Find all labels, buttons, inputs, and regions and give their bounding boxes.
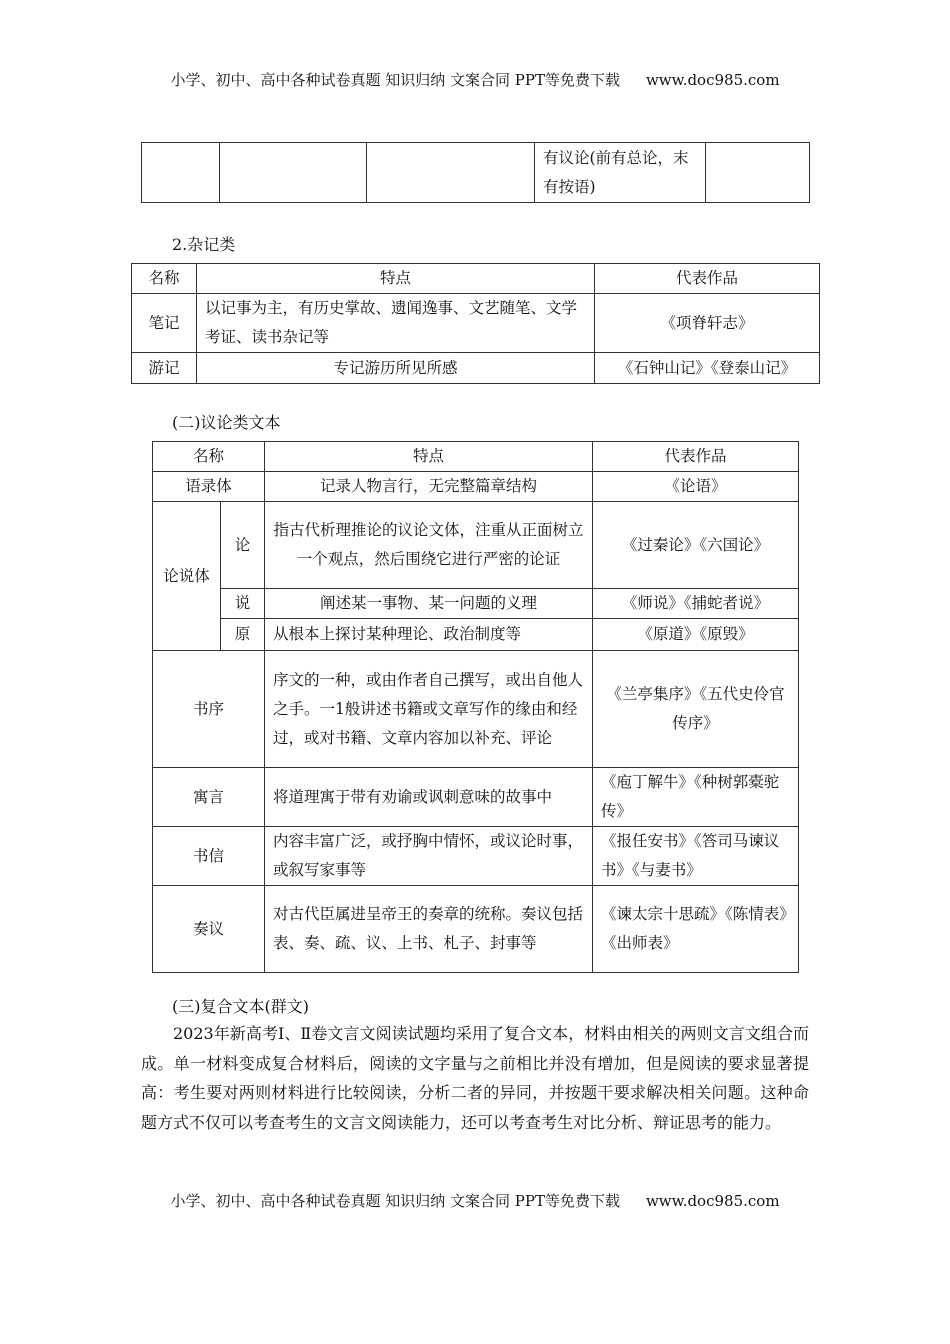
footer-url: www.doc985.com bbox=[645, 1192, 780, 1210]
table-row bbox=[153, 651, 799, 768]
table-header: 特点 bbox=[265, 442, 593, 472]
table-header: 特点 bbox=[197, 264, 595, 294]
cell-works: 《师说》《捕蛇者说》 bbox=[593, 589, 799, 619]
cell-feature: 将道理寓于带有劝谕或讽刺意味的故事中 bbox=[265, 768, 593, 827]
cell-feature: 阐述某一事物、某一问题的义理 bbox=[265, 589, 593, 619]
cell-feature: 专记游历所见所感 bbox=[197, 353, 595, 384]
cell-name: 语录体 bbox=[153, 472, 265, 502]
paragraph: 2023年新高考Ⅰ、Ⅱ卷文言文阅读试题均采用了复合文本，材料由相关的两则文言文组合而成。单一材料变成复合材料后，阅读的文字量与之前相比并没有增加，但是阅读的要求显著提高：考生要对两则材料进行比较阅读，分析二者的异同，并按题干要求解决相关问题。这种命题方式不仅可以考查考生的文言文阅读能力，还可以考查考生对比分析、辩证思考的能力。 bbox=[141, 1024, 809, 1132]
cell-feature: 内容丰富广泛，或抒胸中情怀，或议论时事，或叙写家事等 bbox=[265, 827, 593, 886]
section-heading-fuhe: (三)复合文本(群文) bbox=[172, 997, 309, 1016]
table-row bbox=[153, 827, 799, 886]
table-header: 代表作品 bbox=[593, 442, 799, 472]
header-text: 小学、初中、高中各种试卷真题 知识归纳 文案合同 PPT等免费下载 bbox=[170, 71, 620, 89]
cell-works: 《项脊轩志》 bbox=[595, 294, 820, 353]
cell-works: 《论语》 bbox=[593, 472, 799, 502]
cell-name: 书序 bbox=[153, 651, 265, 768]
table-header: 代表作品 bbox=[595, 264, 820, 294]
table-row bbox=[153, 502, 799, 589]
table-header: 名称 bbox=[153, 442, 265, 472]
cell-works: 《过秦论》《六国论》 bbox=[593, 502, 799, 589]
cell-name: 书信 bbox=[153, 827, 265, 886]
cell-feature: 记录人物言行，无完整篇章结构 bbox=[265, 472, 593, 502]
table-cell: 有议论(前有总论，末有按语) bbox=[535, 143, 706, 203]
cell-works: 《报任安书》《答司马谏议书》《与妻书》 bbox=[593, 827, 799, 886]
table-row bbox=[132, 353, 820, 384]
table-continued bbox=[141, 142, 810, 203]
cell-subname: 原 bbox=[221, 619, 265, 651]
table-row bbox=[153, 619, 799, 651]
table-row bbox=[132, 294, 820, 353]
cell-works: 《庖丁解牛》《种树郭橐驼传》 bbox=[593, 768, 799, 827]
page-header bbox=[0, 69, 950, 90]
cell-subname: 论 bbox=[221, 502, 265, 589]
page-footer bbox=[0, 1190, 950, 1211]
cell-feature: 从根本上探讨某种理论、政治制度等 bbox=[265, 619, 593, 651]
cell-feature: 序文的一种，或由作者自己撰写，或出自他人之手。一1般讲述书籍或文章写作的缘由和经过，或对书籍、文章内容加以补充、评论 bbox=[265, 651, 593, 768]
table-row bbox=[153, 472, 799, 502]
cell-subname: 说 bbox=[221, 589, 265, 619]
table-yilun bbox=[152, 441, 799, 973]
footer-text: 小学、初中、高中各种试卷真题 知识归纳 文案合同 PPT等免费下载 bbox=[170, 1192, 620, 1210]
table-header: 名称 bbox=[132, 264, 197, 294]
cell-feature: 对古代臣属进呈帝王的奏章的统称。奏议包括表、奏、疏、议、上书、札子、封事等 bbox=[265, 886, 593, 973]
cell-feature: 指古代析理推论的议论文体，注重从正面树立一个观点，然后围绕它进行严密的论证 bbox=[265, 502, 593, 589]
section-heading-yilun: (二)议论类文本 bbox=[172, 413, 281, 432]
cell-name: 寓言 bbox=[153, 768, 265, 827]
cell-works: 《原道》《原毁》 bbox=[593, 619, 799, 651]
cell-feature: 以记事为主，有历史掌故、遗闻逸事、文艺随笔、文学考证、读书杂记等 bbox=[197, 294, 595, 353]
table-row bbox=[153, 768, 799, 827]
cell-name: 奏议 bbox=[153, 886, 265, 973]
cell-works: 《兰亭集序》《五代史伶官传序》 bbox=[593, 651, 799, 768]
table-row bbox=[153, 886, 799, 973]
cell-works: 《石钟山记》《登泰山记》 bbox=[595, 353, 820, 384]
header-url: www.doc985.com bbox=[645, 71, 780, 89]
cell-name: 论说体 bbox=[153, 502, 221, 651]
cell-name: 游记 bbox=[132, 353, 197, 384]
table-row bbox=[153, 589, 799, 619]
section-heading-zaji: 2.杂记类 bbox=[172, 235, 236, 254]
cell-works: 《谏太宗十思疏》《陈情表》《出师表》 bbox=[593, 886, 799, 973]
table-zaji bbox=[131, 263, 820, 384]
cell-name: 笔记 bbox=[132, 294, 197, 353]
